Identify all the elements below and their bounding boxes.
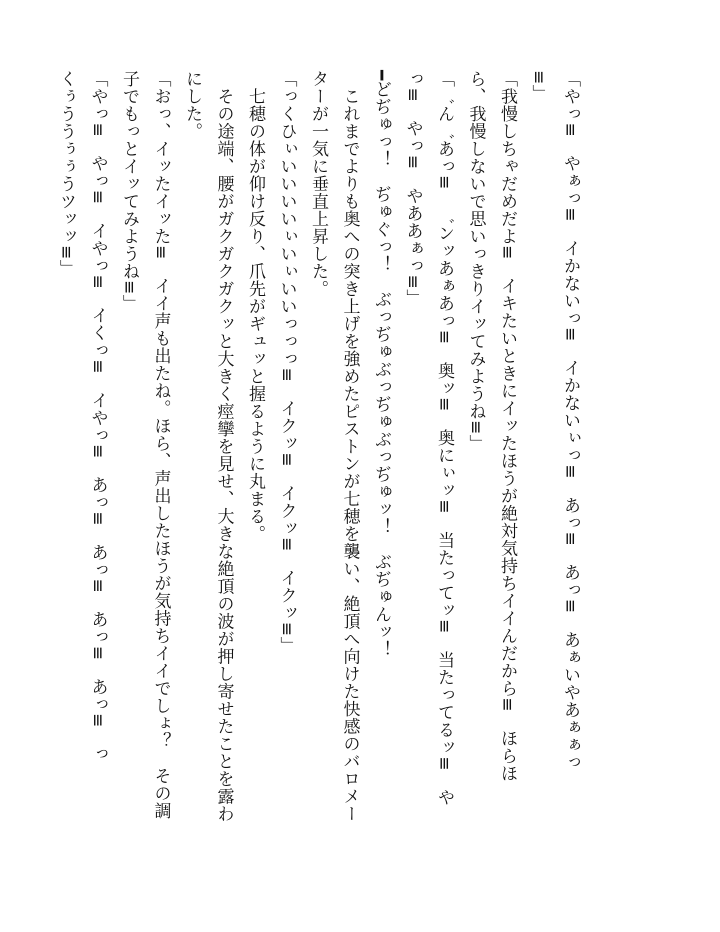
text-line: その途端、腰がガクガクガクッと大きく痙攣を見せ、大きな絶頂の波が押し寄せたことを露わ	[213, 70, 234, 823]
text-line: ━どぢゅっ！ ぢゅぐっ！ ぶっぢゅぶっぢゅぶっぢゅッ！ ぶぢゅんッ！	[371, 70, 391, 659]
text-line: 「やっ≡ やぁっ≡ イかないっ≡ イかないぃっ≡ あっ≡ あっ≡ あぁいやあぁぁっ	[560, 70, 580, 771]
text-line: 「我慢しちゃだめだよ≡ イキたいときにイッたほうが絶対気持ちイイんだから≡ ほらほ	[497, 70, 517, 782]
text-line: ら、我慢しないで思いっきりイッてみようね≡」	[465, 70, 486, 453]
text-line: 子でもっとイッてみようね≡」	[119, 70, 139, 313]
text-line: 「っくひぃいいいいぃいぃいいっっっ≡ イクッ≡ イクッ≡ イクッ≡」	[276, 70, 297, 654]
text-line: 七穂の体が仰け反り、爪先がギュッと握るように丸まる。	[245, 70, 265, 543]
text-line: これまでよりも奥への突き上げを強めたピストンが七穂を襲い、絶頂へ向けた快感のバロメー	[339, 70, 360, 823]
text-line: くぅううぅぅうツッッ≡」	[56, 70, 76, 278]
text-line: っ≡ やっ≡ やああぁっ≡」	[402, 70, 423, 307]
text-line: 「゛ん゛あっ≡ ゛ンッあぁあっ≡ 奥ッ≡ 奥にぃッ≡ 当たってッ≡ 当たってるッ≡ や	[434, 70, 454, 806]
text-line: ≡」	[528, 70, 549, 103]
text-line: にした。	[182, 70, 202, 140]
text-line: ターが一気に垂直上昇した。	[308, 70, 328, 298]
text-line: 「おっ、イッたイッた≡ イイ声も出たね。ほら、声出したほうが気持ちイイでしょ？ その調	[150, 70, 171, 820]
text-line: 「やっ≡ やっ≡ イやっ≡ イくっ≡ イやっ≡ あっ≡ あっ≡ あっ≡ あっ≡ っ	[87, 70, 108, 763]
vertical-text-body	[50, 70, 586, 840]
